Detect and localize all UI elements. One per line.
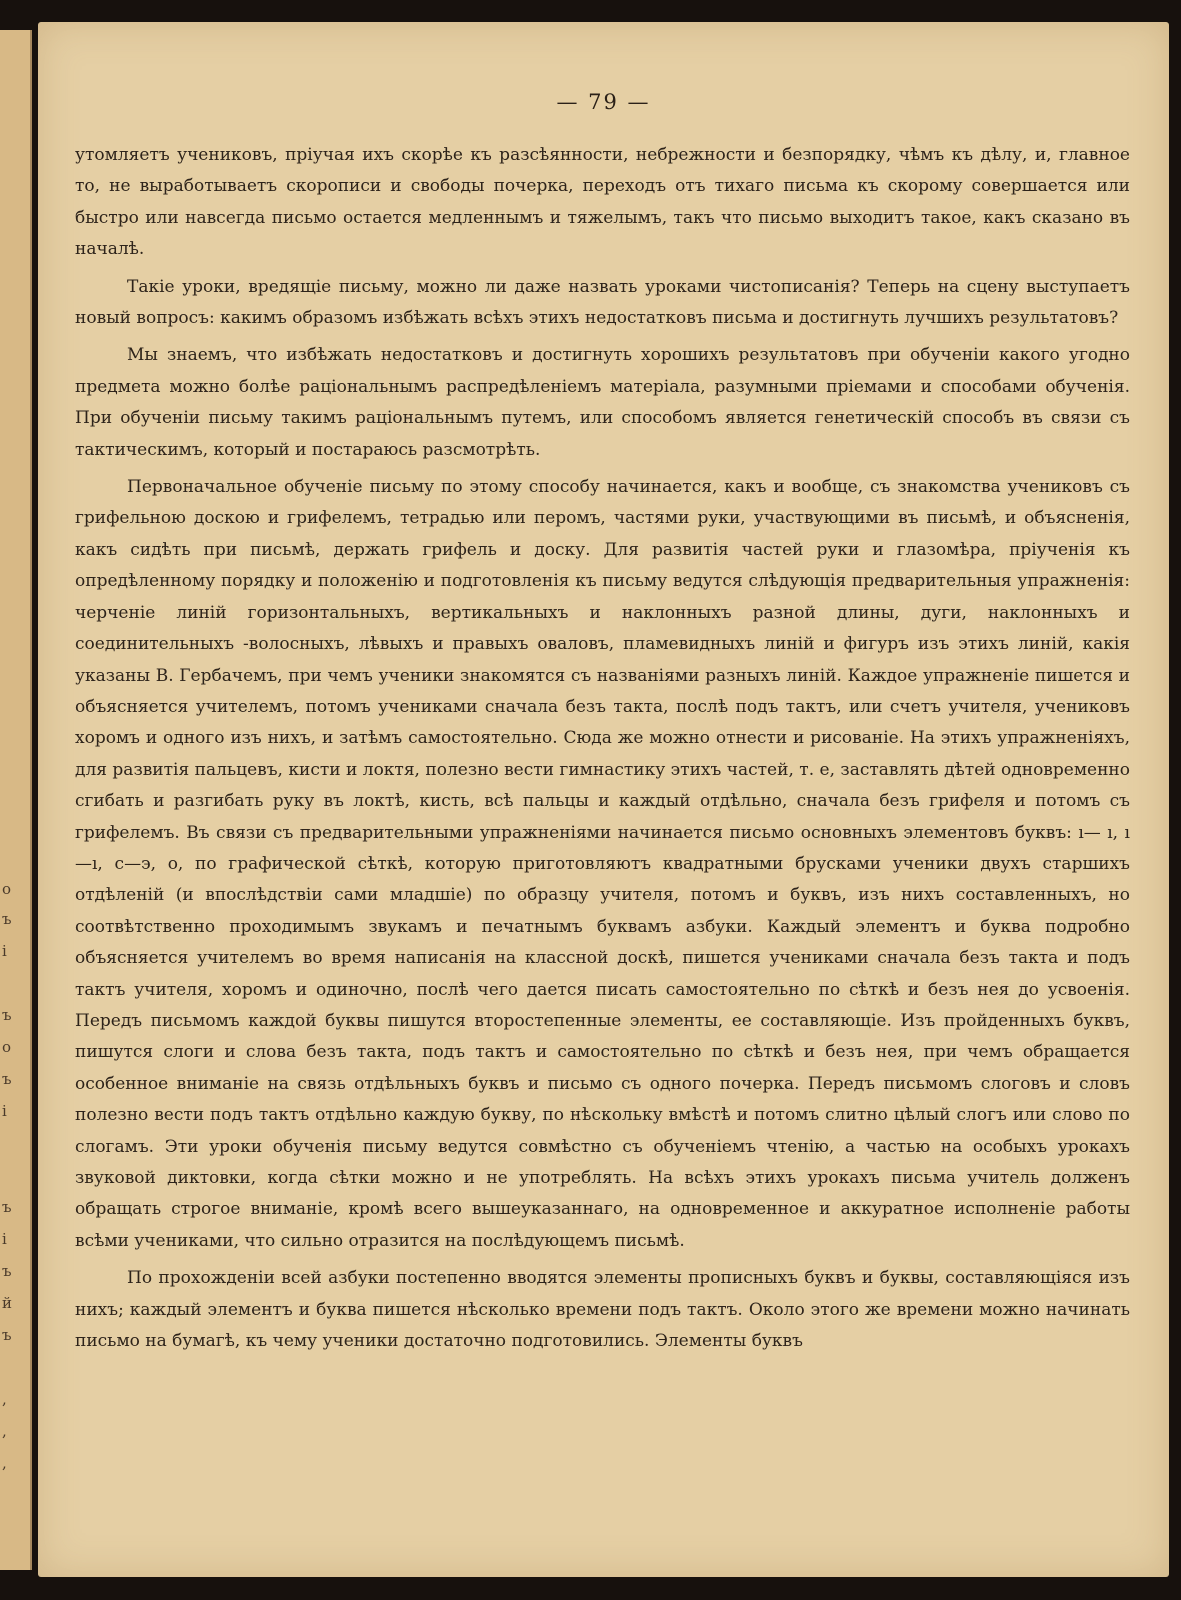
paragraph-1: утомляетъ учениковъ, пріучая ихъ скорѣе къ разсѣянности, небрежности и безпорядку, чѣмъ къ дѣлу, и, главное то, не выработываетъ скорописи и свободы почерка, переходъ отъ тихаго письма къ скорому совершается или быстро или навсегда письмо остается медленнымъ и тяжелымъ, такъ что письмо выходитъ такое, какъ сказано въ началѣ.: [75, 145, 1130, 260]
page-number: — 79 —: [556, 90, 651, 114]
prev-mark: й: [2, 1294, 12, 1312]
paragraph-2: Такіе уроки, вредящіе письму, можно ли даже назвать уроками чистописанія? Теперь на сцену выступаетъ новый вопросъ: какимъ образомъ избѣжать всѣхъ этихъ недостатковъ письма и достигнуть лучшихъ результатовъ?: [75, 276, 1130, 329]
previous-page-marks: [0, 30, 30, 1570]
prev-mark: ,: [2, 1390, 7, 1408]
prev-mark: о: [2, 1038, 12, 1056]
body-text: [75, 140, 1130, 1363]
prev-mark: ъ: [2, 1006, 12, 1024]
prev-mark: ъ: [2, 1198, 12, 1216]
prev-mark: і: [2, 942, 7, 960]
prev-mark: ъ: [2, 1070, 12, 1088]
prev-mark: ъ: [2, 1326, 12, 1344]
previous-page-edge: [0, 30, 32, 1570]
paragraph-3: Мы знаемъ, что избѣжать недостатковъ и достигнуть хорошихъ результатовъ при обученіи какого угодно предмета можно болѣе раціональнымъ распредѣленіемъ матеріала, разумными пріемами и способами обученія. При обученіи письму такимъ раціональнымъ путемъ, или способомъ является генетическій способъ въ связи съ тактическимъ, который и постараюсь разсмотрѣть.: [75, 345, 1130, 460]
prev-mark: і: [2, 1102, 7, 1120]
paragraph-4: Первоначальное обученіе письму по этому способу начинается, какъ и вообще, съ знакомства учениковъ съ грифельною доскою и грифелемъ, тетрадью или перомъ, частями руки, участвующими въ письмѣ, и объясненія, какъ сидѣть при письмѣ, держать грифель и доску. Для развитія частей руки и глазомѣра, пріученія къ опредѣленному порядку и положенію и подготовленія къ письму ведутся слѣдующія предварительныя упражненія: черченіе линій горизонтальныхъ, вертикальныхъ и наклонныхъ разной длины, дуги, наклонныхъ и соединительныхъ -волосныхъ, лѣвыхъ и правыхъ оваловъ, пламевидныхъ линій и фигуръ изъ этихъ линій, какія указаны В. Гербачемъ, при чемъ ученики знакомятся съ названіями разныхъ линій. Каждое упражненіе пишется и объясняется учителемъ, потомъ учениками сначала безъ такта, послѣ подъ тактъ, или счетъ учителя, учениковъ хоромъ и одного изъ нихъ, и затѣмъ самостоятельно. Сюда же можно отнести и рисованіе. На этихъ упражненіяхъ, для развитія пальцевъ, кисти и локтя, полезно вести гимнастику этихъ частей, т. е, заставлять дѣтей одновременно сгибать и разгибать руку въ локтѣ, кисть, всѣ пальцы и каждый отдѣльно, сначала безъ грифеля и потомъ съ грифелемъ. Въ связи съ предварительными упражненіями начинается письмо основныхъ элементовъ буквъ: ı— ı, ı —ı, с—э, о, по графической сѣткѣ, которую приготовляютъ квадратными брусками ученики двухъ старшихъ отдѣленій (и впослѣдствіи сами младшіе) по образцу учителя, потомъ и буквъ, изъ нихъ составленныхъ, но соотвѣтственно проходимымъ звукамъ и печатнымъ буквамъ азбуки. Каждый элементъ и буква подробно объясняется учителемъ во время написанія на классной доскѣ, пишется учениками сначала безъ такта и подъ тактъ учителя, хоромъ и одиночно, послѣ чего дается писать самостоятельно по сѣткѣ и безъ нея до усвоенія. Передъ письмомъ каждой буквы пишутся второстепенные элементы, ее составляющіе. Изъ пройденныхъ буквъ, пишутся слоги и слова безъ такта, подъ тактъ и самостоятельно по сѣткѣ и безъ нея, при чемъ обращается особенное вниманіе на связь отдѣльныхъ буквъ и письмо съ одного почерка. Передъ письмомъ слоговъ и словъ полезно вести подъ тактъ отдѣльно каждую букву, по нѣскольку вмѣстѣ и потомъ слитно цѣлый слогъ или слово по слогамъ. Эти уроки обученія письму ведутся совмѣстно съ обученіемъ чтенію, а частью на особыхъ урокахъ звуковой диктовки, когда сѣтки можно и не употреблять. На всѣхъ этихъ урокахъ письма учитель долженъ обращать строгое вниманіе, кромѣ всего вышеуказаннаго, на одновременное и аккуратное исполненіе работы всѣми учениками, что сильно отразится на послѣдующемъ письмѣ.: [75, 477, 1130, 1251]
prev-mark: ,: [2, 1422, 7, 1440]
prev-mark: ъ: [2, 1262, 12, 1280]
prev-mark: о: [2, 880, 12, 898]
document-page: [38, 22, 1169, 1577]
prev-mark: ,: [2, 1454, 7, 1472]
prev-mark: ъ: [2, 910, 12, 928]
paragraph-5: По прохожденіи всей азбуки постепенно вводятся элементы прописныхъ буквъ и буквы, составляющіяся изъ нихъ; каждый элементъ и буква пишется нѣсколько времени подъ тактъ. Около этого же времени можно начинать письмо на бумагѣ, къ чему ученики достаточно подготовились. Элементы буквъ: [75, 1268, 1130, 1352]
prev-mark: і: [2, 1230, 7, 1248]
